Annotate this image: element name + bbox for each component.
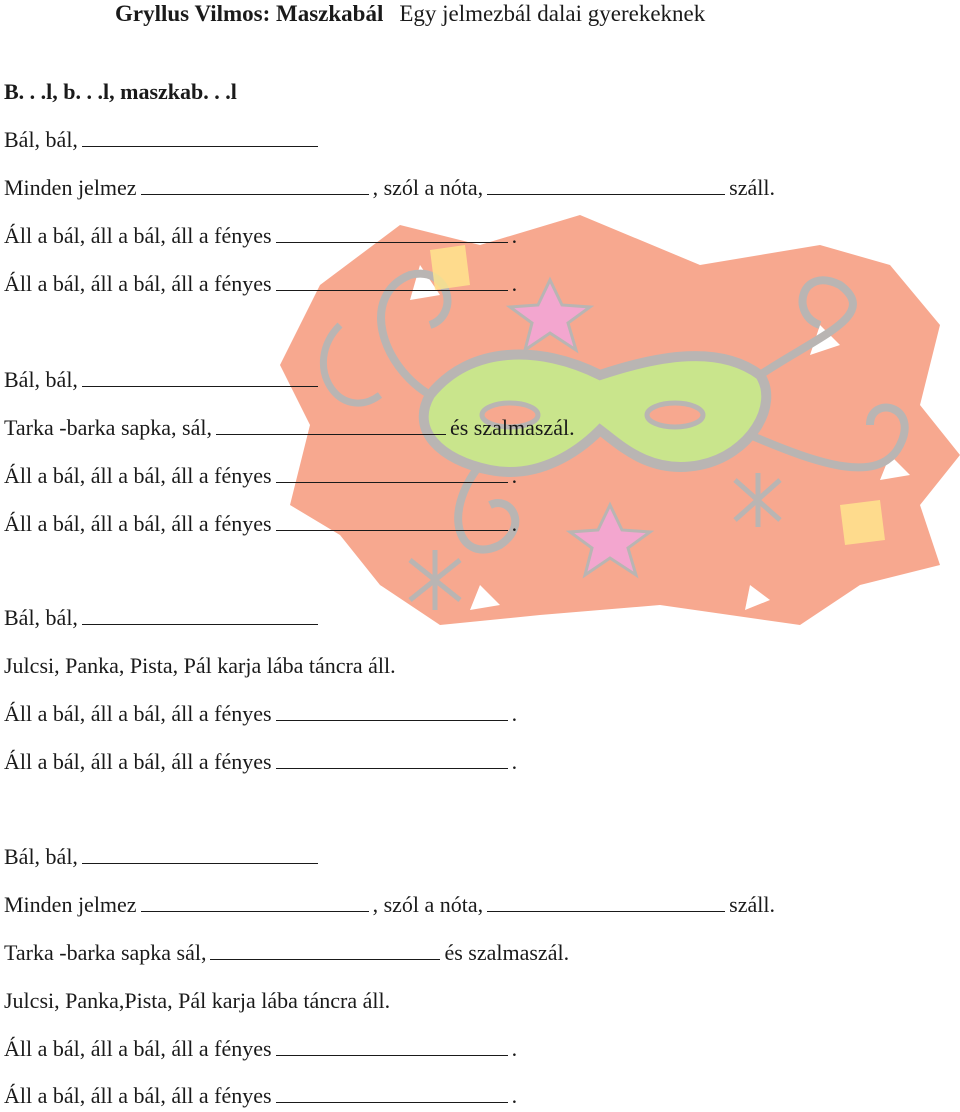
- fill-in-blank[interactable]: [216, 414, 446, 435]
- fill-in-blank[interactable]: [276, 510, 508, 531]
- page-title: [115, 0, 705, 28]
- lyric-text: Áll a bál, áll a bál, áll a fényes: [4, 511, 272, 536]
- lyric-text: , szól a nóta,: [372, 892, 484, 917]
- fill-in-blank[interactable]: [141, 174, 369, 195]
- lyric-text: Bál, bál,: [4, 844, 78, 869]
- lyric-text: Tarka -barka sapka, sál,: [4, 415, 212, 440]
- fill-in-blank[interactable]: [141, 891, 369, 912]
- lyric-line: [4, 1035, 517, 1063]
- lyric-text: és szalmaszál.: [444, 940, 570, 965]
- fill-in-blank[interactable]: [276, 222, 508, 243]
- fill-in-blank[interactable]: [276, 1035, 508, 1056]
- lyric-text: és szalmaszál.: [449, 415, 575, 440]
- lyric-text: , szól a nóta,: [372, 175, 484, 200]
- lyric-line: [4, 510, 517, 538]
- lyric-text: Áll a bál, áll a bál, áll a fényes: [4, 1036, 272, 1061]
- lyric-line: [4, 604, 322, 632]
- lyric-text: .: [511, 223, 518, 248]
- lyric-text: .: [511, 271, 518, 296]
- song-title: Gryllus Vilmos: Maszkabál: [115, 1, 384, 26]
- lyric-line: [4, 270, 517, 298]
- fill-in-blank[interactable]: [487, 891, 725, 912]
- fill-in-blank[interactable]: [276, 1082, 508, 1103]
- fill-in-blank[interactable]: [276, 748, 508, 769]
- fill-in-blank[interactable]: [210, 939, 440, 960]
- lyric-text: Áll a bál, áll a bál, áll a fényes: [4, 223, 272, 248]
- fill-in-blank[interactable]: [82, 126, 318, 147]
- lyric-text: Bál, bál,: [4, 127, 78, 152]
- lyric-line: [4, 939, 569, 967]
- lyric-text: Bál, bál,: [4, 605, 78, 630]
- lyric-text: .: [511, 749, 518, 774]
- lyric-line: [4, 843, 322, 871]
- fill-in-blank[interactable]: [82, 366, 318, 387]
- lyric-line: [4, 222, 517, 250]
- lyric-line: [4, 700, 517, 728]
- lyric-line: Julcsi, Panka,Pista, Pál karja lába táncra áll.: [4, 988, 391, 1013]
- lyric-text: .: [511, 463, 518, 488]
- fill-in-blank[interactable]: [82, 843, 318, 864]
- lyric-text: Bál, bál,: [4, 367, 78, 392]
- chorus-hint: B. . .l, b. . .l, maszkab. . .l: [4, 79, 237, 104]
- song-subtitle: Egy jelmezbál dalai gyerekeknek: [399, 1, 706, 26]
- lyric-text: .: [511, 1036, 518, 1061]
- lyric-text: Áll a bál, áll a bál, áll a fényes: [4, 749, 272, 774]
- lyric-text: .: [511, 701, 518, 726]
- lyric-line: [4, 174, 775, 202]
- lyric-line: [4, 1082, 517, 1110]
- lyric-text: Áll a bál, áll a bál, áll a fényes: [4, 271, 272, 296]
- lyric-text: .: [511, 511, 518, 536]
- lyric-line: [4, 126, 322, 154]
- lyric-line: [4, 366, 322, 394]
- lyric-text: Minden jelmez: [4, 175, 137, 200]
- lyric-text: Minden jelmez: [4, 892, 137, 917]
- lyric-line: [4, 462, 517, 490]
- fill-in-blank[interactable]: [276, 700, 508, 721]
- lyric-text: Áll a bál, áll a bál, áll a fényes: [4, 463, 272, 488]
- lyric-text: száll.: [729, 892, 775, 917]
- fill-in-blank[interactable]: [82, 604, 318, 625]
- lyric-text: Áll a bál, áll a bál, áll a fényes: [4, 701, 272, 726]
- fill-in-blank[interactable]: [276, 270, 508, 291]
- lyric-line: [4, 414, 575, 442]
- lyric-text: Tarka -barka sapka sál,: [4, 940, 207, 965]
- lyric-text: .: [511, 1083, 518, 1108]
- lyric-text: száll.: [729, 175, 775, 200]
- fill-in-blank[interactable]: [276, 462, 508, 483]
- lyric-line: [4, 891, 775, 919]
- lyric-line: Julcsi, Panka, Pista, Pál karja lába táncra áll.: [4, 653, 396, 678]
- fill-in-blank[interactable]: [487, 174, 725, 195]
- lyric-text: Áll a bál, áll a bál, áll a fényes: [4, 1083, 272, 1108]
- lyric-line: [4, 748, 517, 776]
